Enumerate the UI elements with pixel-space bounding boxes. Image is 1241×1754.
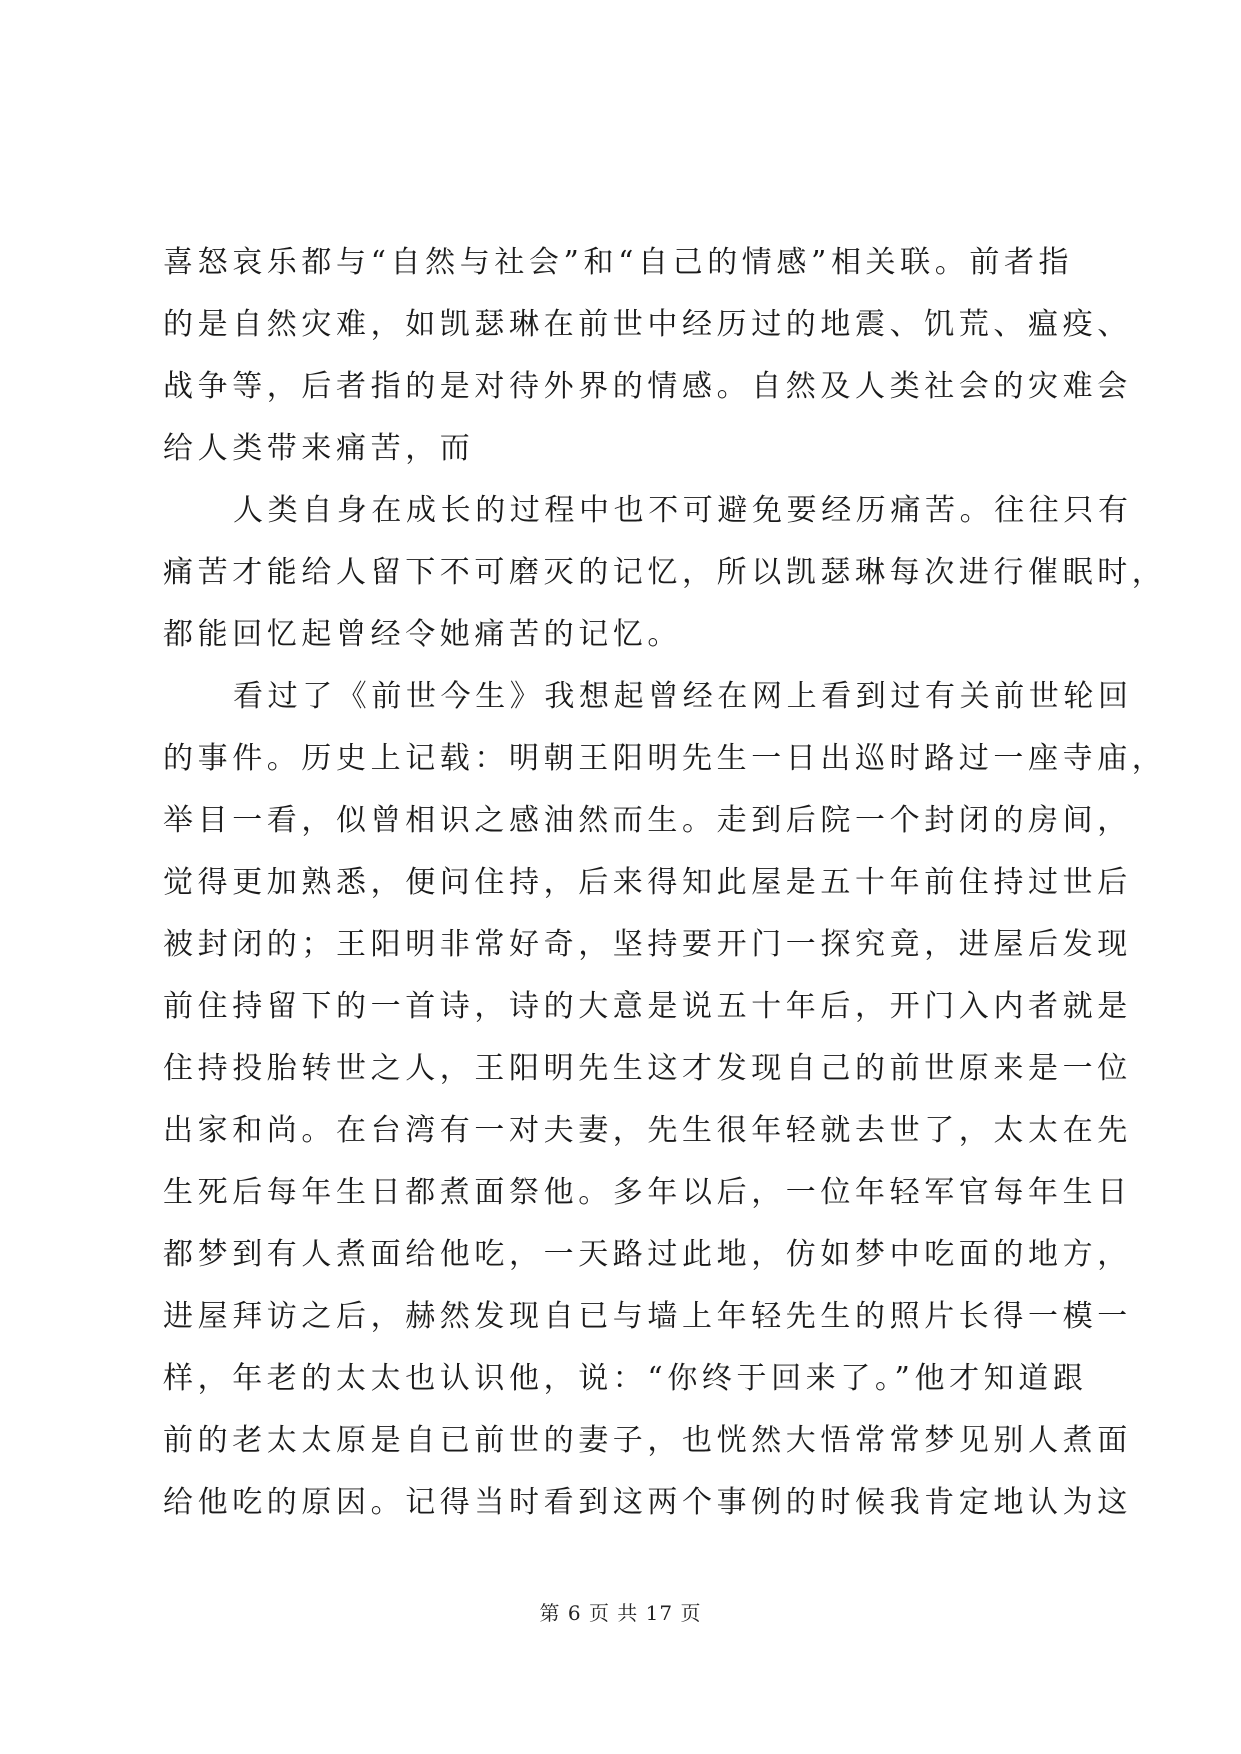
text-line: 都能回忆起曾经令她痛苦的记忆。: [163, 617, 682, 652]
text-line: 给人类带来痛苦，而: [163, 431, 475, 466]
text-line: 觉得更加熟悉，便问住持，后来得知此屋是五十年前住持过世后: [163, 865, 1132, 900]
text-line: 前住持留下的一首诗，诗的大意是说五十年后，开门入内者就是: [163, 989, 1132, 1024]
text-line: 的事件。历史上记载：明朝王阳明先生一日出巡时路过一座寺庙，: [163, 741, 1167, 776]
text-line: 都梦到有人煮面给他吃，一天路过此地，仿如梦中吃面的地方，: [163, 1237, 1132, 1272]
paragraph-start-line: 看过了《前世今生》我想起曾经在网上看到过有关前世轮回: [233, 679, 1133, 714]
text-line: 住持投胎转世之人，王阳明先生这才发现自己的前世原来是一位: [163, 1051, 1132, 1086]
page-number-footer: 第 6 页 共 17 页: [539, 1601, 702, 1625]
text-line: 前的老太太原是自已前世的妻子，也恍然大悟常常梦见别人煮面: [163, 1423, 1132, 1458]
text-line: 的是自然灾难，如凯瑟琳在前世中经历过的地震、饥荒、瘟疫、: [163, 307, 1132, 342]
text-line: 出家和尚。在台湾有一对夫妻，先生很年轻就去世了，太太在先: [163, 1113, 1132, 1148]
text-line: 喜怒哀乐都与“自然与社会”和“自己的情感”相关联。前者指: [163, 245, 1074, 280]
text-line: 痛苦才能给人留下不可磨灭的记忆，所以凯瑟琳每次进行催眠时，: [163, 555, 1167, 590]
text-line: 被封闭的；王阳明非常好奇，坚持要开门一探究竟，进屋后发现: [163, 927, 1132, 962]
text-line: 样，年老的太太也认识他，说：“你终于回来了。”他才知道跟: [163, 1361, 1088, 1396]
text-line: 进屋拜访之后，赫然发现自已与墙上年轻先生的照片长得一模一: [163, 1299, 1132, 1334]
text-line: 举目一看，似曾相识之感油然而生。走到后院一个封闭的房间，: [163, 803, 1132, 838]
text-line: 给他吃的原因。记得当时看到这两个事例的时候我肯定地认为这: [163, 1485, 1132, 1520]
text-line: 战争等，后者指的是对待外界的情感。自然及人类社会的灾难会: [163, 369, 1132, 404]
paragraph-start-line: 人类自身在成长的过程中也不可避免要经历痛苦。往往只有: [233, 493, 1133, 528]
text-line: 生死后每年生日都煮面祭他。多年以后，一位年轻军官每年生日: [163, 1175, 1132, 1210]
body-text: [163, 232, 1167, 1534]
